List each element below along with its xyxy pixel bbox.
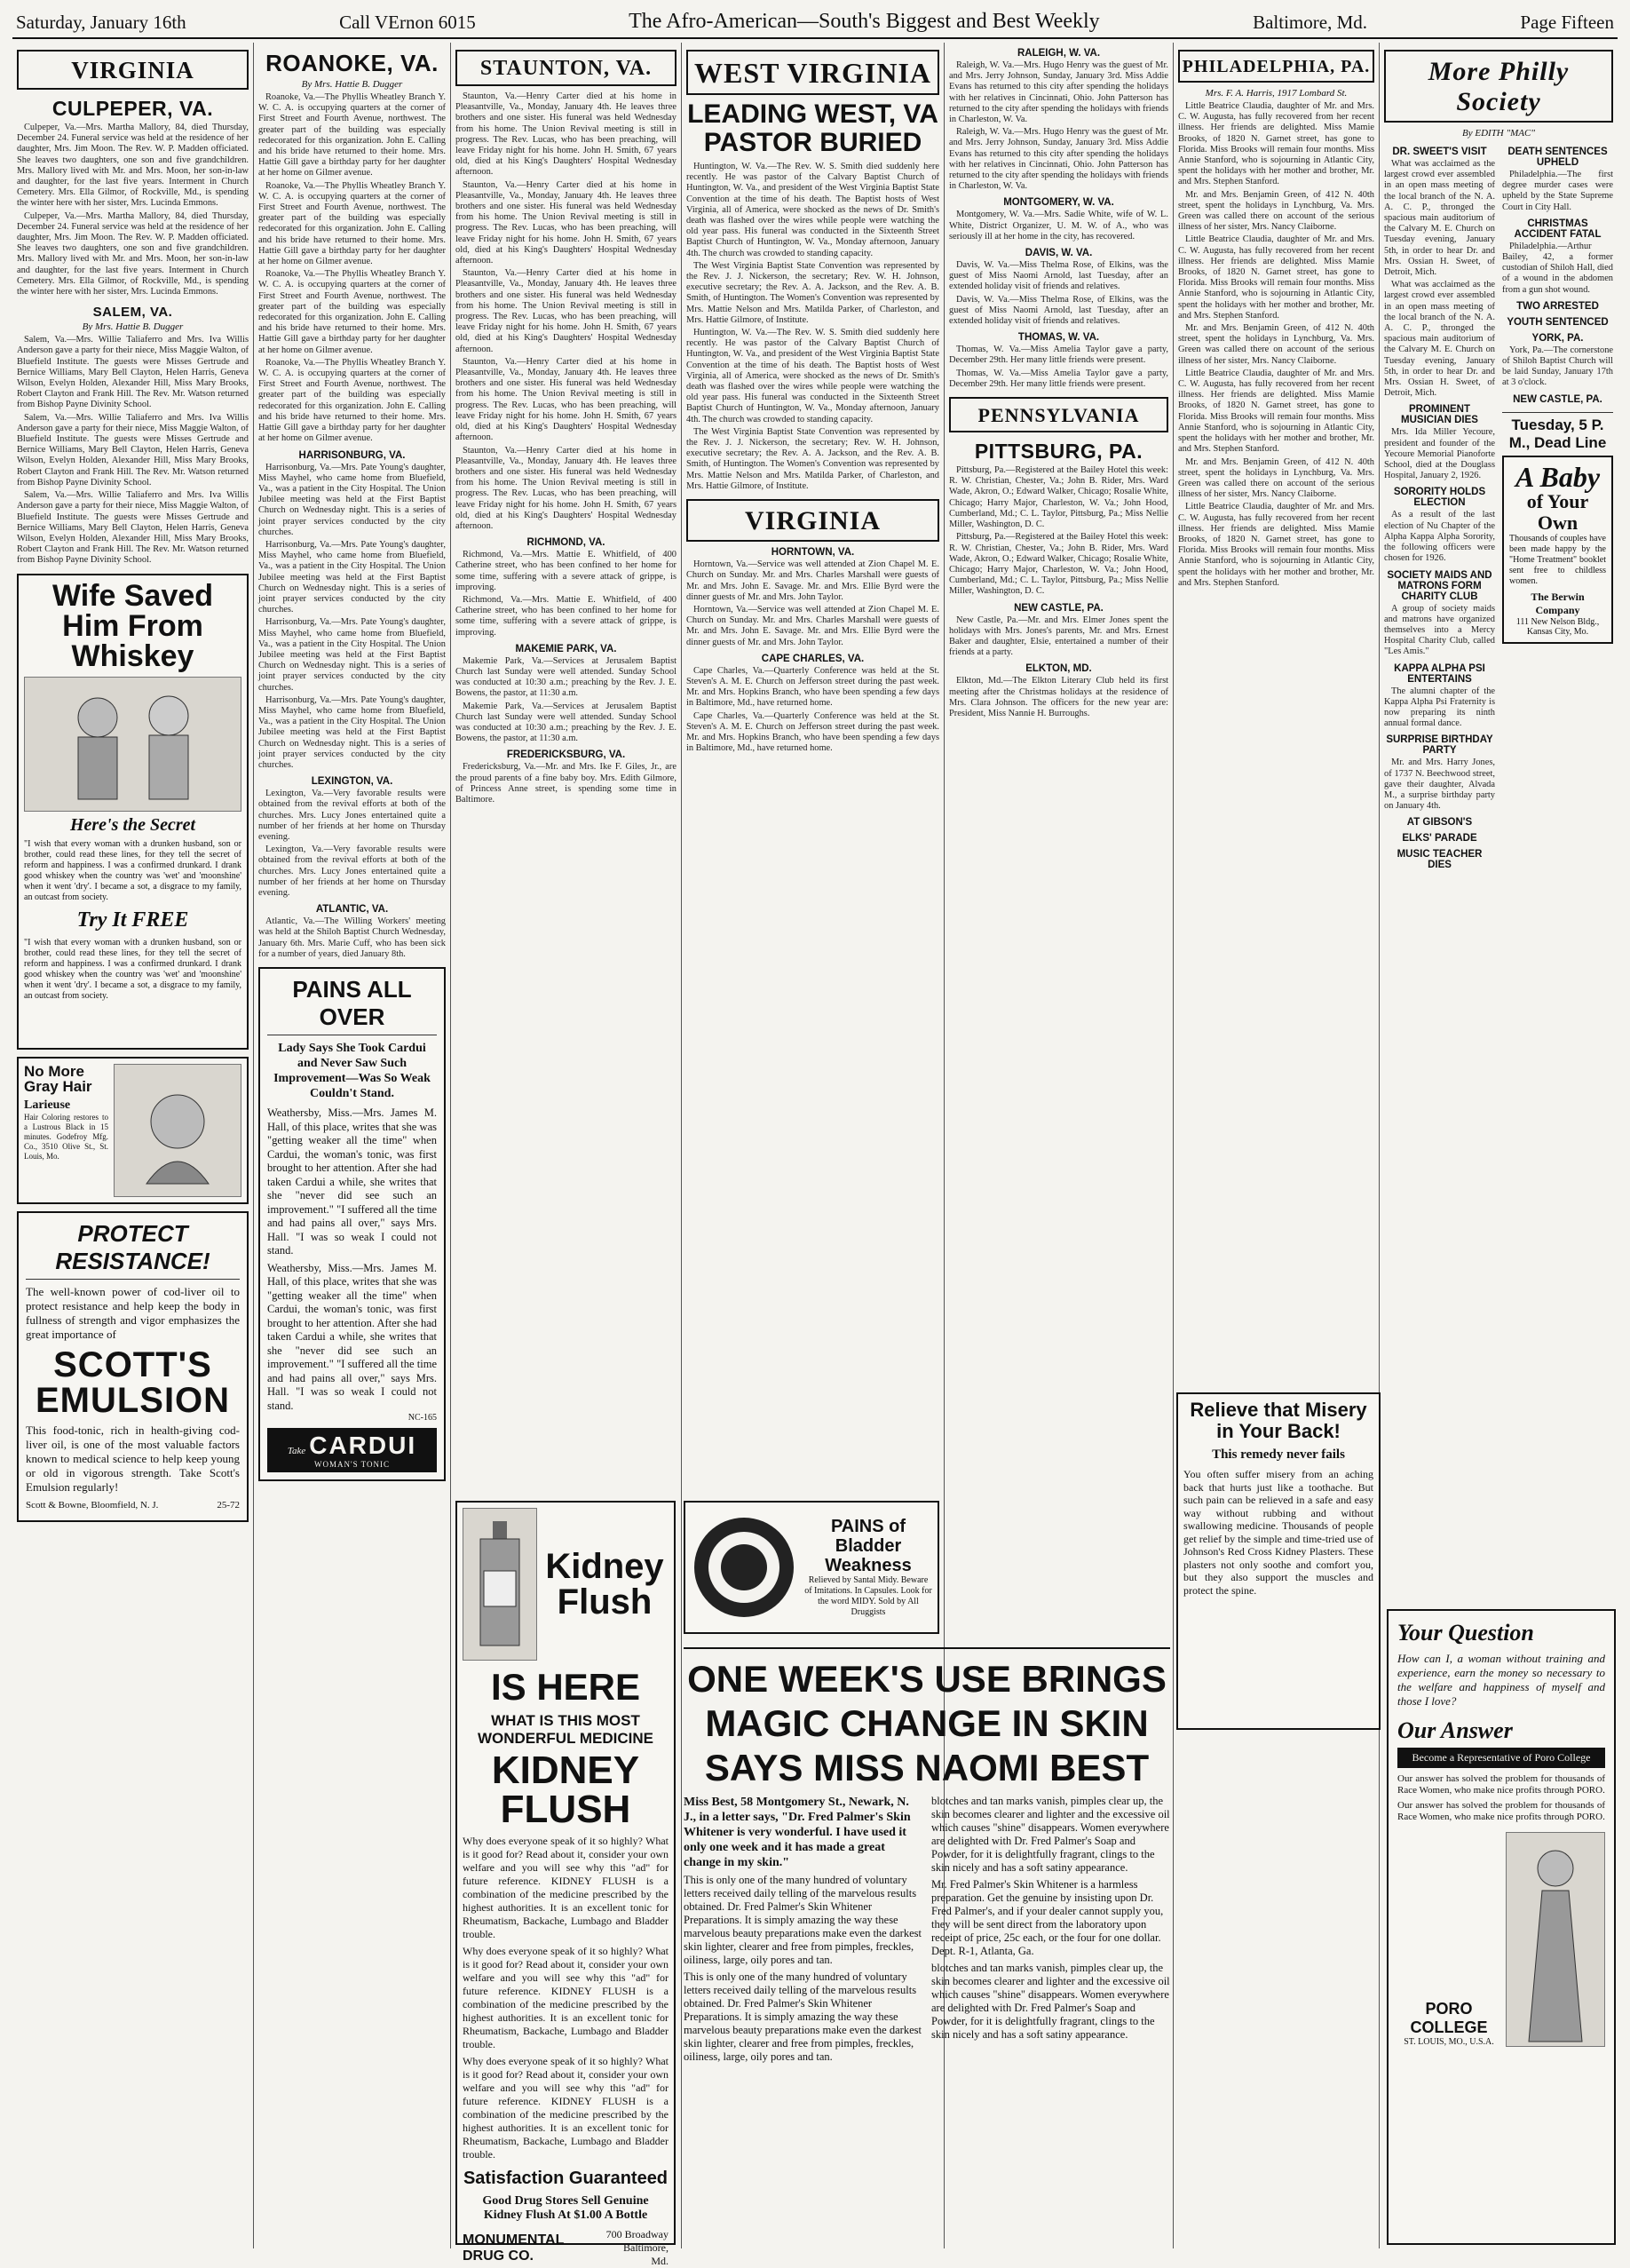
column-7: More Philly Society By EDITH "MAC" DR. SWEET'S VISIT What was acclaimed as the largest crowd ever assembled in an open mass meeting of the local branch of the N. A. A. C. P., thronged the spacious main auditorium of the Calvary M. E. Church on Tuesday evening, January 5th, in order to hear Dr. and Mrs. Ossian H. Sweet, of Detroit, Mich. What was acclaimed as the largest crowd ever assembled in an open mass meeting of the local branch of the N. A. A. C. P., thronged the spacious main auditorium of the Calvary M. E. Church on Tuesday evening, January 5th, in order to hear Dr. and Mrs. Ossian H. Sweet, of Detroit, Mich. PROMINENT MUSICIAN DIES Mrs. Ida Miller Yecoure, president and founder of the Yecoure Memorial Pianoforte School, died at the Douglass Hospital, January 2, 1926. SORORITY HOLDS ELECTION As a result of the last election of Nu Chapter of the Alpha Kappa Alpha Sorority, the following officers were chosen for 1926. SOCIETY MAIDS AND MATRONS FORM CHARITY CLUB A group of society maids and matrons have organized themselves into a Mercy Hospital Charity Club, called "Les Amis." KAPPA ALPHA PSI ENTERTAINS The alumni chapter of the Kappa Alpha Psi Fraternity is now preparing its ninth annual formal dance. SURPRISE BIRTHDAY PARTY Mr. and Mrs. Harry Jones, of 1737 N. Beechwood street, gave their daughter, Alvada M., a surprise birthday party on January 4th. AT GIBSON'S ELKS' PARADE MUSIC TEACHER DIES DEATH SENTENCES UPHELD Philadelphia.—The first degree murder cases were upheld by the State Supreme Court in City Hall. CHRISTMAS ACCIDENT FATAL Philadelphia.—Arthur Bailey, 42, a former custodian of Shiloh Hall, died of a wound in the abdomen from a gun shot wound. TWO ARRESTED YOUTH SENTENCED YORK, PA. York, Pa.—The cornerstone of Shiloh Baptist Church will be laid Sunday, January 17th at 3 o'clock. NEW CASTLE, PA. Tuesday, 5 P. M., Dead Line A Baby of Your Own Thousands of couples have been made happy by the "Home Treatment" booklet sent free to childless women. The Berwin Company 111 New Nelson Bldg., Kansas City, Mo. — [1380, 43, 1618, 2248]
ad-baby-title-1: A Baby — [1515, 460, 1601, 493]
article-harrisonburg: Harrisonburg, Va.—Mrs. Pate Young's daughter, Miss Mayhel, who came home from Bluefield, Va., was a patient in the City Hospital. The Union Jubilee meeting was held at the First Baptist Church on Wednesday night. This is a series of joint prayer services conducted by the city churches. Harrisonburg, Va.—Mrs. Pate Young's daughter, Miss Mayhel, who came home from Bluefield, Va., was a patient in the City Hospital. The Union Jubilee meeting was held at the First Baptist Church on Wednesday night. This is a series of joint prayer services conducted by the city churches. Harrisonburg, Va.—Mrs. Pate Young's daughter, Miss Mayhel, who came home from Bluefield, Va., was a patient in the City Hospital. The Union Jubilee meeting was held at the First Baptist Church on Wednesday night. This is a series of joint prayer services conducted by the city churches. Harrisonburg, Va.—Mrs. Pate Young's daughter, Miss Mayhel, who came home from Bluefield, Va., was a patient in the City Hospital. The Union Jubilee meeting was held at the First Baptist Church on Wednesday night. This is a series of joint prayer services conducted by the city churches. — [258, 462, 446, 770]
ad-skin-text-3: blotches and tan marks vanish, pimples clear up, the skin becomes clearer and lighter and the excessive oil which causes "shine" disappears. Women everywhere are delighted with Dr. Fred Palmer's Soap and Powder, for it is delightfully fragrant, clings to the skin nicely and has a soft satiny appearance. — [931, 1795, 1170, 1875]
headline-pastor-buried: LEADING WEST, VA PASTOR BURIED — [687, 99, 938, 157]
town-heading-elkton: ELKTON, MD. — [1025, 663, 1092, 675]
ad-gray-hair — [17, 1057, 249, 1204]
ad-poro-address: ST. LOUIS, MO., U.S.A. — [1404, 2037, 1494, 2047]
town-heading-fredericksburg: FREDERICKSBURG, VA. — [506, 749, 626, 761]
article-richmond: Richmond, Va.—Mrs. Mattie E. Whitfield, of 400 Catherine street, who has been confined to her home for some time, suffering with a severe attack of grippe, is improving. Richmond, Va.—Mrs. Mattie E. Whitfield, of 400 Catherine street, who has been confined to her home for some time, suffering with a severe attack of grippe, is improving. — [455, 550, 677, 638]
article-philadelphia: Little Beatrice Claudia, daughter of Mr. and Mrs. C. W. Augusta, has fully recovered from her recent illness. Her friends are delighted. Miss Mamie Brooks, of 1820 N. Garnet street, has gone to Florida. Miss Brooks will remain four months. Miss Annie Stanford, who is sojourning in Atlantic City, spent the holidays with her mother and brother, Mr. and Mrs. Stephen Stanford. Mr. and Mrs. Benjamin Green, of 412 N. 40th street, spent the holidays in Lynchburg, Va. Mrs. Green was called there on account of the serious illness of her sister, Mrs. Nancy Claiborne. Little Beatrice Claudia, daughter of Mr. and Mrs. C. W. Augusta, has fully recovered from her recent illness. Her friends are delighted. Miss Mamie Brooks, of 1820 N. Garnet street, has gone to Florida. Miss Brooks will remain four months. Miss Annie Stanford, who is sojourning in Atlantic City, spent the holidays with her mother and brother, Mr. and Mrs. Stephen Stanford. Mr. and Mrs. Benjamin Green, of 412 N. 40th street, spent the holidays in Lynchburg, Va. Mrs. Green was called there on account of the serious illness of her sister, Mrs. Nancy Claiborne. Little Beatrice Claudia, daughter of Mr. and Mrs. C. W. Augusta, has fully recovered from her recent illness. Her friends are delighted. Miss Mamie Brooks, of 1820 N. Garnet street, has gone to Florida. Miss Brooks will remain four months. Miss Annie Stanford, who is sojourning in Atlantic City, spent the holidays with her mother and brother, Mr. and Mrs. Stephen Stanford. Mr. and Mrs. Benjamin Green, of 412 N. 40th street, spent the holidays in Lynchburg, Va. Mrs. Green was called there on account of the serious illness of her sister, Mrs. Nancy Claiborne. Little Beatrice Claudia, daughter of Mr. and Mrs. C. W. Augusta, has fully recovered from her recent illness. Her friends are delighted. Miss Mamie Brooks, of 1820 N. Garnet street, has gone to Florida. Miss Brooks will remain four months. Miss Annie Stanford, who is sojourning in Atlantic City, spent the holidays with her mother and brother, Mr. and Mrs. Stephen Stanford. — [1178, 101, 1374, 588]
masthead-date: Saturday, January 16th — [16, 12, 186, 33]
medicine-bottle-icon — [473, 1518, 526, 1651]
ad-santal-title: PAINS of Bladder Weakness — [825, 1517, 912, 1575]
ad-gray-hair-brand: Larieuse — [24, 1098, 71, 1113]
town-heading-roanoke: ROANOKE, VA. — [265, 50, 439, 76]
subhead-new-castle: NEW CASTLE, PA. — [1513, 393, 1602, 405]
byline-salem: By Mrs. Hattie B. Dugger — [82, 321, 184, 333]
section-header-pennsylvania: PENNSYLVANIA — [949, 397, 1168, 432]
section-header-more-philly-society: More Philly Society — [1384, 50, 1613, 123]
ad-baby-title-2: of Your Own — [1526, 489, 1589, 534]
ad-baby-address: 111 New Nelson Bldg., Kansas City, Mo. — [1515, 617, 1600, 638]
ad-poro-illustration — [1506, 1832, 1605, 2047]
subhead-charity-club: SOCIETY MAIDS AND MATRONS FORM CHARITY CLUB — [1387, 569, 1492, 602]
ad-cardui-subtitle: Lady Says She Took Cardui and Never Saw Such Improvement—Was So Weak Couldn't Stand. — [273, 1042, 431, 1101]
byline-society: By EDITH "MAC" — [1462, 128, 1535, 139]
ad-kidney-text: Why does everyone speak of it so highly? What is it good for? Read about it, consider your own welfare and you will see why this "ad" for future reference. KIDNEY FLUSH is a combination of the medicine prescribed by the highest authorities. It is an excellent tonic for Rheumatism, Backache, Lumbago and Bladder trouble. — [463, 1835, 669, 1940]
ad-cardui-tagline: WOMAN'S TONIC — [313, 1460, 391, 1470]
section-header-philadelphia: PHILADELPHIA, PA. — [1178, 50, 1374, 83]
ad-poro-brand: PORO COLLEGE — [1410, 2000, 1488, 2036]
town-heading-thomas: THOMAS, W. VA. — [1017, 332, 1100, 344]
deadline-notice: Tuesday, 5 P. M., Dead Line — [1502, 412, 1613, 452]
ad-cardui-text: Weathersby, Miss.—Mrs. James M. Hall, of this place, writes that she was "getting weaker all the time" when Cardui, the woman's tonic, was first brought to her attention. After she had taken Cardui a while, she writes that she "never did see such an improvement." "I suffered all the time and had pains all over," says Mrs. Hall. "I was so weak I could not stand. — [267, 1106, 437, 1257]
article-horntown: Horntown, Va.—Service was well attended at Zion Chapel M. E. Church on Sunday. Mr. and Mrs. Charles Marshall were guests of Mr. and Mrs. John E. Savage. Mr. and Mrs. Ellie Byrd were the dinner guests of Mr. and Mrs. John Taylor. Horntown, Va.—Service was well attended at Zion Chapel M. E. Church on Sunday. Mr. and Mrs. Charles Marshall were guests of Mr. and Mrs. John E. Savage. Mr. and Mrs. Ellie Byrd were the dinner guests of Mr. and Mrs. John Taylor. — [686, 559, 939, 647]
subhead-sorority: SORORITY HOLDS ELECTION — [1393, 487, 1486, 509]
ad-kidney-brand: Kidney Flush — [545, 1547, 664, 1622]
ad-kidney-text-2: Why does everyone speak of it so highly? What is it good for? Read about it, consider your own welfare and you will see why this "ad" for future reference. KIDNEY FLUSH is a combination of the medicine prescribed by the highest authorities. It is an excellent tonic for Rheumatism, Backache, Lumbago and Bladder trouble. — [463, 1945, 669, 2050]
ad-kidney-question: WHAT IS THIS MOST WONDERFUL MEDICINE — [477, 1712, 653, 1747]
subhead-dr-sweet: DR. SWEET'S VISIT — [1392, 147, 1487, 157]
town-heading-culpeper: CULPEPER, VA. — [51, 97, 214, 120]
town-heading-montgomery: MONTGOMERY, W. VA. — [1003, 197, 1114, 209]
article-salem: Salem, Va.—Mrs. Willie Taliaferro and Mrs. Iva Willis Anderson gave a party for their niece, Miss Maggie Walton, of Bluefield Institute. The guests were Misses Gertrude and Bernice Williams, Mary Bell Clayton, Helen Harris, Geneva Wilson, Evelyn Holden, Alexander Hill, Miss Mary Brooks, Robert Clayton and Frank Hill. The Rev. Mr. Watson returned from Bishop Payne Divinity School. Salem, Va.—Mrs. Willie Taliaferro and Mrs. Iva Willis Anderson gave a party for their niece, Miss Maggie Walton, of Bluefield Institute. The guests were Misses Gertrude and Bernice Williams, Mary Bell Clayton, Helen Harris, Geneva Wilson, Evelyn Holden, Alexander Hill, Miss Mary Brooks, Robert Clayton and Frank Hill. The Rev. Mr. Watson returned from Bishop Payne Divinity School. Salem, Va.—Mrs. Willie Taliaferro and Mrs. Iva Willis Anderson gave a party for their niece, Miss Maggie Walton, of Bluefield Institute. The guests were Misses Gertrude and Bernice Williams, Mary Bell Clayton, Helen Harris, Geneva Wilson, Evelyn Holden, Alexander Hill, Miss Mary Brooks, Robert Clayton and Frank Hill. The Rev. Mr. Watson returned from Bishop Payne Divinity School. — [17, 335, 249, 566]
ad-kidney-text-3: Why does everyone speak of it so highly? What is it good for? Read about it, consider your own welfare and you will see why this "ad" for future reference. KIDNEY FLUSH is a combination of the medicine prescribed by the highest authorities. It is an excellent tonic for Rheumatism, Backache, Lumbago and Bladder trouble. — [463, 2055, 669, 2161]
masthead-title: The Afro-American—South's Biggest and Best Weekly — [629, 10, 1100, 33]
article-elkton: Elkton, Md.—The Elkton Literary Club held its first meeting after the Christmas holidays at the residence of Mrs. Clara Johnson. The officers for the new year are: President, Miss Nannie H. Burroughs. — [949, 676, 1168, 718]
town-heading-harrisonburg: HARRISONBURG, VA. — [298, 449, 406, 461]
subhead-at-gibsons: AT GIBSON'S — [1406, 817, 1473, 829]
subhead-birthday-party: SURPRISE BIRTHDAY PARTY — [1386, 734, 1493, 757]
ad-santal-text: Relieved by Santal Midy. Beware of Imitations. In Capsules. Look for the word MIDY. Sold by All Druggists — [804, 1575, 932, 1617]
subhead-york: YORK, PA. — [1531, 332, 1584, 344]
ad-cardui-take: Take — [287, 1446, 306, 1457]
ad-kidney-company: MONUMENTAL DRUG CO. — [463, 2232, 565, 2264]
ad-scotts-footer-right: 25-72 — [217, 1499, 240, 1511]
column-1 — [12, 43, 254, 2248]
town-heading-cape-charles: CAPE CHARLES, VA. — [761, 653, 865, 664]
ad-skin-title-2: MAGIC CHANGE IN SKIN — [705, 1702, 1149, 1745]
ad-kidney-satisfaction: Satisfaction Guaranteed — [463, 2169, 669, 2188]
woman-man-drawing-icon — [36, 682, 231, 806]
ad-kidney-brand-2: KIDNEY FLUSH — [491, 1749, 640, 1831]
ad-scotts-text-1: The well-known power of cod-liver oil to protect resistance and help keep the body in fullness of strength and vigor emphasizes the great importance of — [26, 1284, 240, 1341]
ad-gray-hair-portrait — [114, 1064, 241, 1197]
ad-skin-title-3: SAYS MISS NAOMI BEST — [704, 1747, 1150, 1789]
article-new-castle: New Castle, Pa.—Mr. and Mrs. Elmer Jones spent the holidays with Mrs. Jones's parents, Mr. and Mrs. Ernest Baker and daughter, Elsie, entertained a number of their friends at a party. — [949, 615, 1168, 658]
byline-philadelphia: Mrs. F. A. Harris, 1917 Lombard St. — [1205, 88, 1348, 99]
subhead-death-sentences: DEATH SENTENCES UPHELD — [1507, 147, 1608, 168]
ad-baby-company: The Berwin Company — [1531, 591, 1585, 617]
article-pastor-buried: Huntington, W. Va.—The Rev. W. S. Smith died suddenly here recently. He was pastor of the Calvary Baptist Church of Huntington, W. Va., and president of the West Virginia Baptist State Convention at the time of his death. The Baptist hosts of West Virginia, all of America, were shocked as the news of Dr. Smith's death was flashed over the wires while people were watching the old year pass. His funeral was conducted in the Sixteenth Street Baptist Church of Huntington, W. Va., Monday afternoon, January 4th. The church was crowded to standing capacity. The West Virginia Baptist State Convention was represented by the Rev. J. J. Nickerson, the secretary; Rev. W. H. Johnson, executive secretary; the Rev. A. A. Jackson, and the Rev. A. B. Smith, of Huntington. The Women's Convention was represented by Mrs. Mattie Nelson and Mrs. Matilda Parker, of Charleston, and Mrs. Hattie Gilmore, of Institute. Huntington, W. Va.—The Rev. W. S. Smith died suddenly here recently. He was pastor of the Calvary Baptist Church of Huntington, W. Va., and president of the West Virginia Baptist State Convention at the time of his death. The Baptist hosts of West Virginia, all of America, were shocked as the news of Dr. Smith's death was flashed over the wires while people were watching the old year pass. His funeral was conducted in the Sixteenth Street Baptist Church of Huntington, W. Va., Monday afternoon, January 4th. The church was crowded to standing capacity. The West Virginia Baptist State Convention was represented by the Rev. J. J. Nickerson, the secretary; Rev. W. H. Johnson, executive secretary; the Rev. A. A. Jackson, and the Rev. A. B. Smith, of Huntington. The Women's Convention was represented by Mrs. Mattie Nelson and Mrs. Matilda Parker, of Charleston, and Mrs. Hattie Gilmore, of Institute. — [686, 162, 939, 491]
subhead-kappa-alpha-psi: KAPPA ALPHA PSI ENTERTAINS — [1394, 662, 1485, 685]
section-header-west-virginia: WEST VIRGINIA — [686, 50, 939, 95]
ad-wife-caption: Here's the Secret — [69, 814, 196, 835]
masthead — [12, 7, 1618, 39]
ad-cardui-text-2: Weathersby, Miss.—Mrs. James M. Hall, of this place, writes that she was "getting weaker all the time" when Cardui, the woman's tonic, was first brought to her attention. After she had taken Cardui a while, she writes that she "never did see such an improvement." "I suffered all the time and had pains all over," says Mrs. Hall. "I was so weak I could not stand. — [267, 1261, 437, 1412]
ad-cardui — [258, 967, 446, 1481]
subhead-youth-sentenced: YOUTH SENTENCED — [1507, 316, 1609, 328]
ad-wife-text-2: "I wish that every woman with a drunken husband, son or brother, could read these lines, for they tell the secret of reform and happiness. I was a confirmed drunkard. I drank good whiskey when the country was 'wet' and 'moonshine' when it went 'dry'. I became a sot, a disgrace to my family, an outcast from society. — [24, 937, 241, 1001]
ad-plasters-title: Relieve that Misery in Your Back! — [1190, 1399, 1367, 1443]
ad-gray-hair-title: No More Gray Hair — [24, 1062, 92, 1096]
ad-santal-midy — [684, 1501, 939, 1634]
woman-portrait-icon — [124, 1077, 231, 1184]
ad-kidney-is-here: IS HERE — [490, 1666, 641, 1708]
ad-wife-text: "I wish that every woman with a drunken husband, son or brother, could read these lines, for they tell the secret of reform and happiness. I was a confirmed drunkard. I drank good whiskey when the country was 'wet' and 'moonshine' when it went 'dry'. I became a sot, a disgrace to my family, an outcast from society. — [24, 838, 241, 902]
ad-scotts-emulsion — [17, 1211, 249, 1522]
column-6 — [1174, 43, 1380, 2248]
ad-poro-text-b: Our answer has solved the problem for thousands of Race Women, who make nice profits through PORO. — [1397, 1800, 1605, 1822]
town-heading-new-castle: NEW CASTLE, PA. — [1014, 602, 1104, 614]
ad-skin-text-3b: blotches and tan marks vanish, pimples clear up, the skin becomes clearer and lighter and the excessive oil which causes "shine" disappears. Women everywhere are delighted with Dr. Fred Palmer's Soap and Powder, for it is delightfully fragrant, clings to the skin nicely and has a soft satiny appearance. — [931, 1962, 1170, 2042]
town-heading-salem: SALEM, VA. — [92, 305, 173, 321]
article-fredericksburg: Fredericksburg, Va.—Mr. and Mrs. Ike F. Giles, Jr., are the proud parents of a fine baby boy. Mrs. Edith Gilmore, of Princess Anne street, is spending some time in Baltimore. — [455, 762, 677, 805]
article-pittsburg: Pittsburg, Pa.—Registered at the Bailey Hotel this week: R. W. Christian, Chester, Va.; John B. Rider, Mrs. Ward Wade, Akron, O.; Edward Walker, Chicago; Rosalie White, Chicago; Harry Major, Charleston, W. Va.; John Hood, Cumberland, Md.; C. L. Taylor, Pittsburg, Pa.; Miss Nellie Miller, Washington, D. C. Pittsburg, Pa.—Registered at the Bailey Hotel this week: R. W. Christian, Chester, Va.; John B. Rider, Mrs. Ward Wade, Akron, O.; Edward Walker, Chicago; Rosalie White, Chicago; Harry Major, Charleston, W. Va.; John Hood, Cumberland, Md.; C. L. Taylor, Pittsburg, Pa.; Miss Nellie Miller, Washington, D. C. — [949, 465, 1168, 597]
ad-wife-saved — [17, 574, 249, 1050]
ad-wife-title-2: Him From — [62, 608, 203, 643]
masthead-page-number: Page Fifteen — [1520, 12, 1614, 33]
ad-poro-college — [1387, 1609, 1616, 2245]
ad-cardui-title: PAINS ALL OVER — [267, 976, 437, 1035]
ad-cardui-brand: CARDUI — [309, 1431, 417, 1460]
town-heading-davis: DAVIS, W. VA. — [1025, 248, 1093, 259]
ad-scotts-text-2: This food-tonic, rich in health-giving cod-liver oil, is one of the most valuable factors known to medical science to help keep young or old in vigorous strength. Take Scott's Emulsion regularly! — [26, 1423, 240, 1494]
article-culpeper: Culpeper, Va.—Mrs. Martha Mallory, 84, died Thursday, December 24. Funeral service was held at the residence of her daughter, Mrs. Jim Moon. The Rev. W. P. Madden officiated. She leaves two daughters, one son and five grandchildren. Mrs. Mallory lived with Mr. and Mrs. Moon, her son-in-law and daughter, for the last five years. Interment in Church Cemetery. Mrs. Ella Gilmor, of Rockville, Md., is spending the winter here with her sister, Mrs. Lucinda Emmons. Culpeper, Va.—Mrs. Martha Mallory, 84, died Thursday, December 24. Funeral service was held at the residence of her daughter, Mrs. Jim Moon. The Rev. W. P. Madden officiated. She leaves two daughters, one son and five grandchildren. Mrs. Mallory lived with Mr. and Mrs. Moon, her son-in-law and daughter, for the last five years. Interment in Church Cemetery. Mrs. Ella Gilmor, of Rockville, Md., is spending the winter here with her sister, Mrs. Lucinda Emmons. — [17, 123, 249, 297]
ad-kidney-address: 700 Broadway Baltimore, Md. — [605, 2228, 669, 2267]
section-header-virginia-2: VIRGINIA — [686, 499, 939, 542]
town-heading-raleigh: RALEIGH, W. VA. — [1017, 48, 1101, 59]
ad-skin-title-1: ONE WEEK'S USE BRINGS — [687, 1658, 1167, 1700]
article-davis: Davis, W. Va.—Miss Thelma Rose, of Elkins, was the guest of Miss Naomi Arnold, last Tuesday, after an extended holiday visit of friends and relatives. Davis, W. Va.—Miss Thelma Rose, of Elkins, was the guest of Miss Naomi Arnold, last Tuesday, after an extended holiday visit of friends and relatives. — [949, 260, 1168, 327]
ad-baby-text: Thousands of couples have been made happy by the "Home Treatment" booklet sent free to childless women. — [1509, 534, 1606, 587]
ad-scotts-footer-left: Scott & Bowne, Bloomfield, N. J. — [26, 1499, 159, 1511]
ad-poro-question: Your Question — [1397, 1620, 1534, 1645]
ad-skin-whitener — [684, 1647, 1170, 2245]
column-2 — [254, 43, 451, 2248]
ad-scotts-brand: SCOTT'S EMULSION — [35, 1344, 231, 1420]
town-heading-lexington: LEXINGTON, VA. — [311, 776, 393, 788]
ad-poro-rep: Become a Representative of Poro College — [1397, 1748, 1605, 1768]
ad-wife-title-3: Whiskey — [71, 638, 194, 673]
ad-kidney-flush — [455, 1501, 676, 2267]
article-roanoke: Roanoke, Va.—The Phyllis Wheatley Branch Y. W. C. A. is occupying quarters at the corner of First Street and Fourth Avenue, northwest. The greater part of the building was especially redecorated for this organization. John E. Calling and his bride have returned to their home. Mrs. Hattie Gill gave a birthday party for her daughter at her home on Gilmer avenue. Roanoke, Va.—The Phyllis Wheatley Branch Y. W. C. A. is occupying quarters at the corner of First Street and Fourth Avenue, northwest. The greater part of the building was especially redecorated for this organization. John E. Calling and his bride have returned to their home. Mrs. Hattie Gill gave a birthday party for her daughter at her home on Gilmer avenue. Roanoke, Va.—The Phyllis Wheatley Branch Y. W. C. A. is occupying quarters at the corner of First Street and Fourth Avenue, northwest. The greater part of the building was especially redecorated for this organization. John E. Calling and his bride have returned to their home. Mrs. Hattie Gill gave a birthday party for her daughter at her home on Gilmer avenue. Roanoke, Va.—The Phyllis Wheatley Branch Y. W. C. A. is occupying quarters at the corner of First Street and Fourth Avenue, northwest. The greater part of the building was especially redecorated for this organization. John E. Calling and his bride have returned to their home. Mrs. Hattie Gill gave a birthday party for her daughter at her home on Gilmer avenue. — [258, 92, 446, 444]
masthead-phone: Call VErnon 6015 — [339, 12, 476, 33]
article-cape-charles: Cape Charles, Va.—Quarterly Conference was held at the St. Steven's A. M. E. Church on Jefferson street during the past week. Mr. and Mrs. Hopkins Branch, who have been spending a few days in Baltimore, Md., have returned home. Cape Charles, Va.—Quarterly Conference was held at the St. Steven's A. M. E. Church on Jefferson street during the past week. Mr. and Mrs. Hopkins Branch, who have been spending a few days in Baltimore, Md., have returned home. — [686, 665, 939, 754]
ad-poro-answer: Our Answer — [1397, 1717, 1513, 1743]
article-makemie-park: Makemie Park, Va.—Services at Jerusalem Baptist Church last Sunday were well attended. Sunday School was conducted at 10:30 a.m.; preaching by the Rev. J. E. Bowens, the pastor, at 11:30 a.m. Makemie Park, Va.—Services at Jerusalem Baptist Church last Sunday were well attended. Sunday School was conducted at 10:30 a.m.; preaching by the Rev. J. E. Bowens, the pastor, at 11:30 a.m. — [455, 655, 677, 744]
ad-poro-text: Our answer has solved the problem for thousands of Race Women, who make nice profits through PORO. — [1397, 1773, 1605, 1796]
ad-skin-text-2b: This is only one of the many hundred of voluntary letters received daily telling of the marvelous results obtained. Dr. Fred Palmer's Skin Whitener Preparations. It is simply amazing the way these marvelous beauty preparations make even the darkest skin lighter, clearer and free from pimples, freckles, oiliness, large, oily pores and tan. — [684, 1971, 922, 2064]
ad-skin-text-4: Mr. Fred Palmer's Skin Whitener is a harmless preparation. Get the genuine by insisting upon Dr. Fred Palmer's, and if your dealer cannot supply you, they will be sent direct from the laboratory upon receipt of price, 25c each, or the four for one dollar. Dept. R-1, Atlanta, Ga. — [931, 1878, 1164, 1958]
ad-skin-text-2: This is only one of the many hundred of voluntary letters received daily telling of the marvelous results obtained. Dr. Fred Palmer's Skin Whitener Preparations. It is simply amazing the way these marvelous beauty preparations make even the darkest skin lighter, clearer and free from pimples, freckles, oiliness, large, oily pores and tan. — [684, 1874, 922, 1967]
town-heading-horntown: HORNTOWN, VA. — [771, 547, 855, 559]
town-heading-richmond: RICHMOND, VA. — [526, 537, 605, 549]
ad-skin-letter: Miss Best, 58 Montgomery St., Newark, N. J., in a letter says, "Dr. Fred Palmer's Skin Whitener is very wonderful. I have used it only one week and it has made a great change in my skin." — [684, 1796, 911, 1870]
ad-plasters-text: You often suffer misery from an aching back that hurts just like a toothache. But such pain can be relieved in a safe and easy way without rubbing and without swallowing medicine. Thousands of people get relief by the simple and time-tried use of Johnson's Red Cross Kidney Plasters. These plasters not only soothe and comfort you, but they also support the muscles and protect the spine. — [1183, 1468, 1373, 1597]
ad-baby — [1502, 456, 1613, 644]
town-heading-makemie-park: MAKEMIE PARK, VA. — [515, 643, 617, 654]
section-header-staunton: STAUNTON, VA. — [455, 50, 677, 86]
subhead-musician-dies: PROMINENT MUSICIAN DIES — [1401, 404, 1478, 426]
ad-cardui-code: NC-165 — [408, 1413, 437, 1423]
ad-gray-hair-text: Hair Coloring restores to a Lustrous Black in 15 minutes. Godefroy Mfg. Co., 3510 Olive St., St. Louis, Mo. — [24, 1113, 108, 1162]
masthead-city: Baltimore, Md. — [1253, 12, 1367, 33]
ad-wife-title-1: Wife Saved — [51, 578, 214, 613]
ad-kidney-plasters — [1176, 1392, 1381, 1730]
subhead-christmas-accident: CHRISTMAS ACCIDENT FATAL — [1514, 218, 1602, 240]
article-staunton: Staunton, Va.—Henry Carter died at his home in Pleasantville, Va., Monday, January 4th. He leaves three brothers and one sister. His funeral was held Wednesday from his home. The Union Revival meeting is still in progress. The Rev. Lucas, who has been preaching, will leave Friday night for his home. John H. Smith, 67 years old, died at his King's Daughters' Hospital Wednesday afternoon. Staunton, Va.—Henry Carter died at his home in Pleasantville, Va., Monday, January 4th. He leaves three brothers and one sister. His funeral was held Wednesday from his home. The Union Revival meeting is still in progress. The Rev. Lucas, who has been preaching, will leave Friday night for his home. John H. Smith, 67 years old, died at his King's Daughters' Hospital Wednesday afternoon. Staunton, Va.—Henry Carter died at his home in Pleasantville, Va., Monday, January 4th. He leaves three brothers and one sister. His funeral was held Wednesday from his home. The Union Revival meeting is still in progress. The Rev. Lucas, who has been preaching, will leave Friday night for his home. John H. Smith, 67 years old, died at his King's Daughters' Hospital Wednesday afternoon. Staunton, Va.—Henry Carter died at his home in Pleasantville, Va., Monday, January 4th. He leaves three brothers and one sister. His funeral was held Wednesday from his home. The Union Revival meeting is still in progress. The Rev. Lucas, who has been preaching, will leave Friday night for his home. John H. Smith, 67 years old, died at his King's Daughters' Hospital Wednesday afternoon. Staunton, Va.—Henry Carter died at his home in Pleasantville, Va., Monday, January 4th. He leaves three brothers and one sister. His funeral was held Wednesday from his home. The Union Revival meeting is still in progress. The Rev. Lucas, who has been preaching, will leave Friday night for his home. John H. Smith, 67 years old, died at his King's Daughters' Hospital Wednesday afternoon. — [455, 91, 677, 531]
ad-kidney-bottle — [463, 1508, 537, 1661]
ad-plasters-subtitle: This remedy never fails — [1212, 1447, 1345, 1463]
ad-kidney-footer: Good Drug Stores Sell Genuine Kidney Flush At $1.00 A Bottle — [482, 2194, 649, 2222]
town-heading-pittsburg: PITTSBURG, PA. — [974, 440, 1143, 464]
subhead-elks-parade: ELKS' PARADE — [1402, 833, 1477, 845]
article-raleigh: Raleigh, W. Va.—Mrs. Hugo Henry was the guest of Mr. and Mrs. Jerry Johnson, Sunday, January 3rd. Miss Addie Evans has returned to this city after spending the holidays with her relatives in Cincinnati, Ohio. John Patterson has returned to the city after spending the holidays with friends in Charleston, W. Va. Raleigh, W. Va.—Mrs. Hugo Henry was the guest of Mr. and Mrs. Jerry Johnson, Sunday, January 3rd. Miss Addie Evans has returned to this city after spending the holidays with her relatives in Cincinnati, Ohio. John Patterson has returned to the city after spending the holidays with friends in Charleston, W. Va. — [949, 60, 1168, 192]
ad-scotts-title: PROTECT RESISTANCE! — [26, 1220, 240, 1280]
byline-roanoke: By Mrs. Hattie B. Dugger — [301, 79, 403, 90]
article-thomas: Thomas, W. Va.—Miss Amelia Taylor gave a party, December 29th. Her many little friends were present. Thomas, W. Va.—Miss Amelia Taylor gave a party, December 29th. Her many little friends were present. — [949, 345, 1168, 389]
article-montgomery: Montgomery, W. Va.—Mrs. Sadie White, wife of W. L. White, District Organizer, U. M. W. of A., who was seriously ill at her home in the city, has recovered. — [949, 210, 1168, 242]
santal-midy-seal-icon — [691, 1514, 797, 1621]
ad-wife-try-free: Try It FREE — [76, 908, 189, 932]
subhead-two-arrested: TWO ARRESTED — [1516, 300, 1599, 312]
ad-cardui-brand-box — [267, 1428, 437, 1472]
woman-figure-icon — [1511, 1837, 1600, 2042]
ad-poro-question-text: How can I, a woman without training and experience, earn the money so necessary to the welfare and happiness of myself and those I love? — [1397, 1652, 1605, 1708]
section-header-virginia: VIRGINIA — [17, 50, 249, 90]
article-atlantic: Atlantic, Va.—The Willing Workers' meeting was held at the Shiloh Baptist Church Wednesday, January 6th. Mrs. Marie Cuff, who has been sick for a number of years, died January 8th. — [258, 916, 446, 959]
subhead-music-teacher: MUSIC TEACHER DIES — [1397, 849, 1483, 871]
ad-wife-illustration — [24, 677, 241, 812]
article-lexington: Lexington, Va.—Very favorable results were obtained from the revival efforts at both of the churches. Mrs. Lucy Jones entertained quite a number of her friends at her home on Thursday evening. Lexington, Va.—Very favorable results were obtained from the revival efforts at both of the churches. Mrs. Lucy Jones entertained quite a number of her friends at her home on Thursday evening. — [258, 789, 446, 899]
town-heading-atlantic: ATLANTIC, VA. — [315, 904, 389, 916]
